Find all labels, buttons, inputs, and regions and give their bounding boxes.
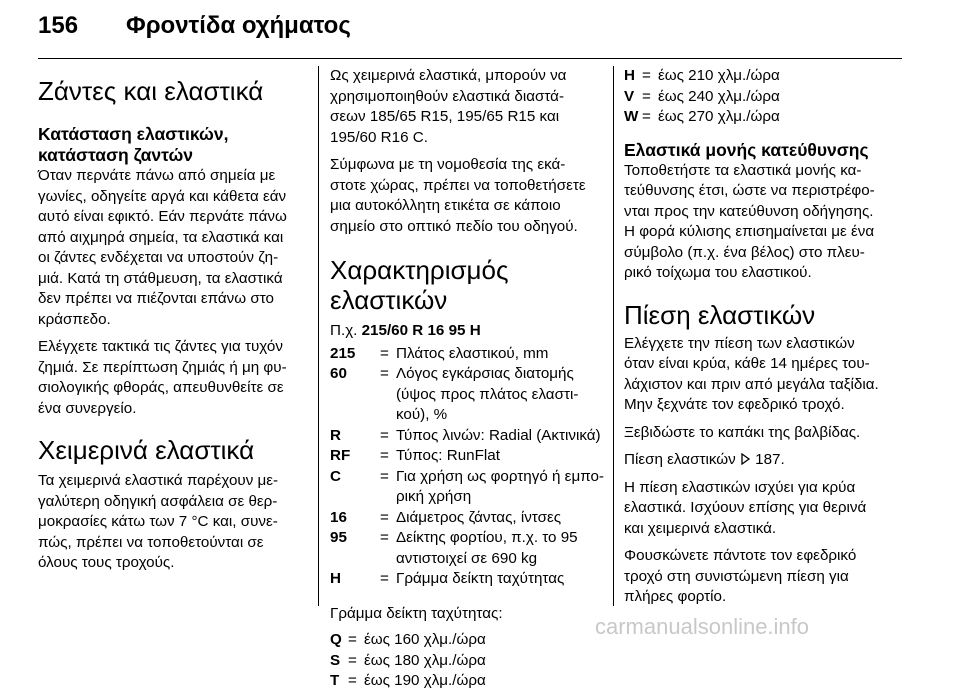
paragraph-pressure-ref: Πίεση ελαστικών 187.: [624, 451, 785, 468]
page-header: [0, 0, 960, 60]
paragraph-curb-advice: Όταν περνάτε πάνω από σημεία με γωνίες, οδηγείτε αργά και κάθετα εάν αυτό είναι εφικτό. Εάν περνάτε πάνω από αιχμηρά σημεία, τα ελαστικά και οι ζάντες ενδέχεται να υποστούν ζη‐ μιά. Κατά τη στάθμευση, τα ελαστικά δεν πρέπει να πιέζονται επάνω στο κράσπεδο.: [38, 167, 287, 328]
paragraph-winter-sizes: Ως χειμερινά ελαστικά, μπορούν να χρησιμοποιηθούν ελαστικά διαστά‐ σεων 185/65 R15, 195/65 R15 και 195/60 R16 C.: [330, 67, 567, 146]
section-title-winter-tyres: Χειμερινά ελαστικά: [38, 435, 255, 465]
definition-row: RF = Τύπος: RunFlat: [330, 447, 500, 464]
speed-row: V = έως 240 χλμ./ώρα: [624, 87, 780, 105]
watermark: carmanualsonline.info: [595, 614, 810, 639]
page-reference-link[interactable]: 187.: [755, 451, 785, 468]
definition-row: 60 = Λόγος εγκάρσιας διατομής (ύψος προς πλάτος ελαστι‐ κού), %: [330, 365, 579, 423]
speed-index-intro: Γράμμα δείκτη ταχύτητας:: [330, 604, 503, 622]
section-title-tyre-pressure: Πίεση ελαστικών: [624, 299, 816, 330]
speed-row: S = έως 180 χλμ./ώρα: [330, 651, 486, 669]
column-3: [624, 66, 914, 615]
paragraph-cold-tyres: Η πίεση ελαστικών ισχύει για κρύα ελαστικά. Ισχύουν επίσης για θερινά και χειμερινά ελαστικά.: [624, 478, 867, 537]
column-divider: [613, 66, 614, 606]
column-2: [330, 66, 605, 692]
definition-row: R = Τύπος λινών: Radial (Ακτινικά): [330, 426, 601, 444]
definition-row: H = Γράμμα δείκτη ταχύτητας: [330, 570, 565, 587]
subheading-condition: Κατάσταση ελαστικών, κατάσταση ζαντών: [38, 124, 229, 165]
paragraph-sticker: Σύμφωνα με τη νομοθεσία της εκά‐ στοτε χώρας, πρέπει να τοποθετήσετε μια αυτοκόλλητη ετικέτα σε κάποιο σημείο στο οπτικό πεδίο του οδηγού.: [330, 156, 586, 235]
speed-row: W = έως 270 χλμ./ώρα: [624, 108, 780, 125]
definition-row: 95 = Δείκτης φορτίου, π.χ. το 95 αντιστοιχεί σε 690 kg: [330, 529, 578, 567]
definition-row: C = Για χρήση ως φορτηγό ή εμπο‐ ρική χρήση: [330, 467, 604, 505]
paragraph-check-wheels: Ελέγχετε τακτικά τις ζάντες για τυχόν ζημιά. Σε περίπτωση ζημιάς ή μη φυ‐ σιολογικής φθοράς, απευθυνθείτε σε ένα συνεργείο.: [38, 338, 287, 417]
column-divider: [318, 66, 319, 606]
paragraph-directional-tyres: Τοποθετήστε τα ελαστικά μονής κα‐ τεύθυνσης έτσι, ώστε να περιστρέφο‐ νται προς την κατεύθυνση οδήγησης. Η φορά κύλισης επισημαίνεται με ένα σύμβολο (π.χ. ένα βέλος) στο πλευ‐ ρικό τοίχωμα του ελαστικού.: [624, 161, 875, 281]
definition-row: 215 = Πλάτος ελαστικού, mm: [330, 344, 549, 362]
header-rule: [38, 58, 902, 59]
example-code: Π.χ. 215/60 R 16 95 H: [330, 322, 481, 339]
chapter-title: Φροντίδα οχήματος: [126, 12, 351, 39]
paragraph-spare-wheel: Φουσκώνετε πάντοτε τον εφεδρικό τροχό στη συνιστώμενη πίεση για πλήρες φορτίο.: [624, 547, 857, 605]
designation-list: [330, 344, 605, 590]
speed-row: H = έως 210 χλμ./ώρα: [624, 67, 780, 84]
paragraph-winter-tyres: Τα χειμερινά ελαστικά παρέχουν με‐ γαλύτερη οδηγική ασφάλεια σε θερ‐ μοκρασίες κάτω των 7 °C και, συνε‐ πώς, πρέπει να τοποθετούνται σε όλους τους τροχούς.: [38, 472, 279, 571]
speed-row: Q = έως 160 χλμ./ώρα: [330, 631, 486, 648]
paragraph-valve-cap: Ξεβιδώστε το καπάκι της βαλβίδας.: [624, 423, 861, 441]
subheading-directional-tyres: Ελαστικά μονής κατεύθυνσης: [624, 139, 869, 160]
section-title-tyre-designation: Χαρακτηρισμός ελαστικών: [330, 255, 509, 315]
page-number: 156: [38, 12, 79, 39]
page-reference-arrow-icon: [740, 453, 751, 465]
paragraph-check-pressure: Ελέγχετε την πίεση των ελαστικών όταν είναι κρύα, κάθε 14 ημέρες του‐ λάχιστον και πριν από μεγάλα ταξίδια. Μην ξεχνάτε τον εφεδρικό τροχό.: [624, 334, 879, 413]
speed-row: T = έως 190 χλμ./ώρα: [330, 672, 486, 689]
speed-list-continued: [624, 66, 914, 128]
column-1: [38, 66, 306, 581]
definition-row: 16 = Διάμετρος ζάντας, ίντσες: [330, 508, 562, 526]
speed-list: [330, 630, 605, 692]
section-title-tyres-wheels: Ζάντες και ελαστικά: [38, 76, 264, 106]
